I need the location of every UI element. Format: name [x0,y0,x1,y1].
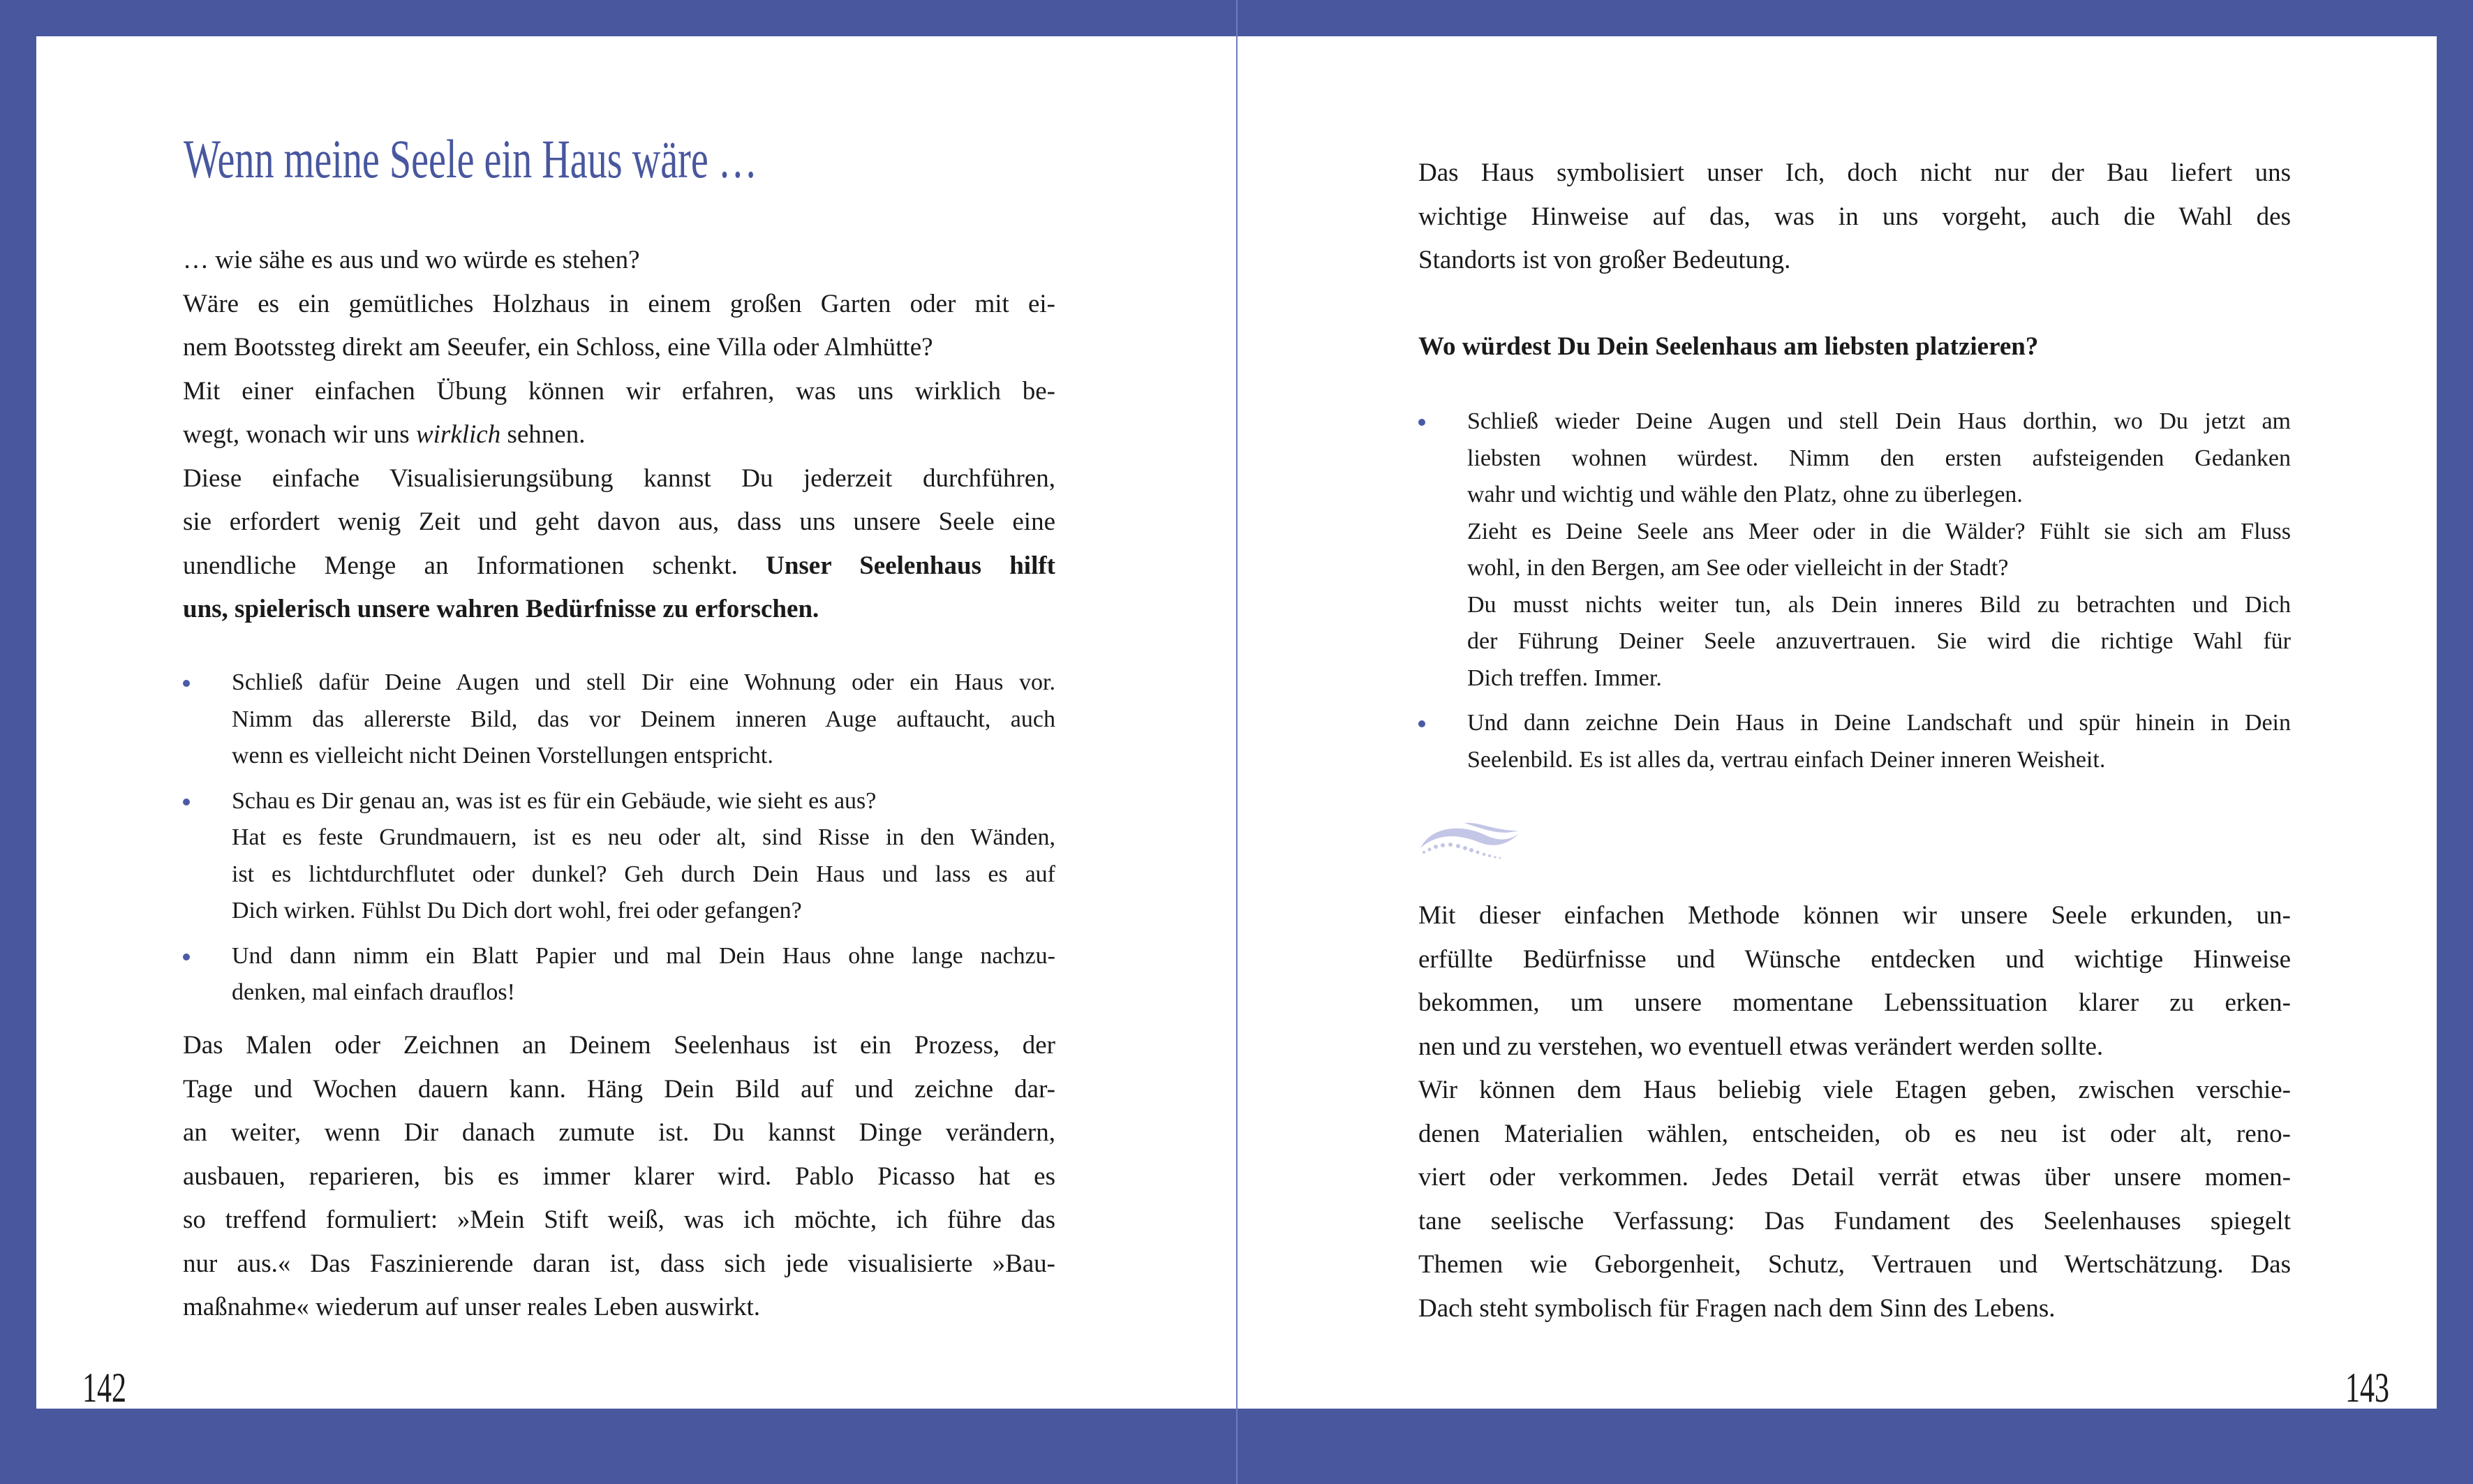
list-item [1418,705,2291,778]
left-closing [183,1024,1055,1330]
list-line: Dich treffen. Immer. [1467,665,1662,691]
body-line: Wir können dem Haus beliebig viele Etagen geben, zwischen verschie- [1418,1076,2291,1104]
left-intro [183,239,1055,632]
list-line: wahr und wichtig und wähle den Platz, ohne zu überlegen. [1467,482,2023,507]
body-line: viert oder verkommen. Jedes Detail verrät etwas über unsere momen- [1418,1163,2291,1192]
page-number-left: 142 [82,1365,126,1411]
list-line: Und dann nimm ein Blatt Papier und mal Dein Haus ohne lange nachzu- [232,942,1055,969]
body-line: Das Malen oder Zeichnen an Deinem Seelenhaus ist ein Prozess, der [183,1031,1055,1060]
text-run: unendliche Menge an Informationen schenkt. [183,551,766,580]
text-run: wegt, wonach wir uns [183,420,416,449]
body-line: erfüllte Bedürfnisse und Wünsche entdecken und wichtige Hinweise [1418,944,2291,974]
intro-line: Wäre es ein gemütliches Holzhaus in einem großen Garten oder mit ei- [183,289,1055,318]
list-line: Zieht es Deine Seele ans Meer oder in die Wälder? Fühlt sie sich am Fluss [1467,518,2291,544]
list-line: Seelenbild. Es ist alles da, vertrau einfach Deiner inneren Weisheit. [1467,746,2106,773]
intro-line: sie erfordert wenig Zeit und geht davon aus, dass uns unsere Seele eine [183,507,1055,536]
book-gutter [1236,0,1238,1484]
bold-text: uns, spielerisch unsere wahren Bedürfnisse zu erforschen. [183,595,819,623]
body-line: nen und zu verstehen, wo eventuell etwas verändert werden sollte. [1418,1032,2104,1061]
list-line: Dich wirken. Fühlst Du Dich dort wohl, frei oder gefangen? [232,898,802,923]
list-line: Du musst nichts weiter tun, als Dein inneres Bild zu betrachten und Dich [1467,591,2291,618]
wave-ornament-icon [1417,820,1522,862]
list-line: der Führung Deiner Seele anzuvertrauen. Sie wird die richtige Wahl für [1467,628,2291,654]
list-item [1418,403,2291,697]
list-line: denken, mal einfach drauflos! [232,979,515,1005]
list-line: Schließ dafür Deine Augen und stell Dir eine Wohnung oder ein Haus vor. [232,669,1055,695]
left-bullet-list [183,665,1055,1020]
list-line: ist es lichtdurchflutet oder dunkel? Geh durch Dein Haus und lass es auf [232,861,1055,887]
bullet-icon [183,680,190,687]
body-line: an weiter, wenn Dir danach zumute ist. Du kannst Dinge verändern, [183,1118,1055,1147]
intro-line: nem Bootssteg direkt am Seeufer, ein Schloss, eine Villa oder Almhütte? [183,333,933,362]
emphasis-text: wirklich [415,420,501,449]
body-line: Standorts ist von großer Bedeutung. [1418,246,1791,274]
list-item [183,938,1055,1011]
intro-line: … wie sähe es aus und wo würde es stehen? [183,246,640,274]
list-line: Und dann zeichne Dein Haus in Deine Landschaft und spür hinein in Dein [1467,710,2291,736]
body-line: nur aus.« Das Faszinierende daran ist, dass sich jede visualisierte »Bau- [183,1249,1055,1278]
body-line: wichtige Hinweise auf das, was in uns vorgeht, auch die Wahl des [1418,202,2291,231]
right-closing [1418,894,2291,1330]
page-number-right: 143 [2345,1365,2389,1411]
body-line: Das Haus symbolisiert unser Ich, doch nicht nur der Bau liefert uns [1418,158,2291,187]
text-run: sehnen. [500,420,586,449]
list-line: Nimm das allererste Bild, das vor Deinem inneren Auge auftaucht, auch [232,706,1055,732]
bullet-icon [183,954,190,960]
bold-text: Unser Seelenhaus hilft [766,551,1055,580]
intro-line [183,413,1055,457]
intro-line: Diese einfache Visualisierungsübung kannst Du jederzeit durchführen, [183,463,1055,493]
body-line: Dach steht symbolisch für Fragen nach dem Sinn des Lebens. [1418,1293,2056,1323]
list-line: wenn es vielleicht nicht Deinen Vorstellungen entspricht. [232,743,773,769]
bullet-icon [1418,720,1425,727]
list-line: Schau es Dir genau an, was ist es für ein Gebäude, wie sieht es aus? [232,787,877,814]
list-line: Schließ wieder Deine Augen und stell Dein Haus dorthin, wo Du jetzt am [1467,408,2291,434]
list-item [183,783,1055,930]
list-item [183,665,1055,775]
body-line: denen Materialien wählen, entscheiden, ob es neu ist oder alt, reno- [1418,1119,2291,1148]
body-line: tane seelische Verfassung: Das Fundament des Seelenhauses spiegelt [1418,1206,2291,1236]
body-line: maßnahme« wiederum auf unser reales Leben auswirkt. [183,1293,761,1321]
chapter-title: Wenn meine Seele ein Haus wäre … [184,128,757,189]
right-intro [1418,151,2291,283]
body-line: so treffend formuliert: »Mein Stift weiß, was ich möchte, ich führe das [183,1205,1055,1234]
list-line: liebsten wohnen würdest. Nimm den ersten aufsteigenden Gedanken [1467,445,2291,471]
list-line: Hat es feste Grundmauern, ist es neu oder alt, sind Risse in den Wänden, [232,824,1055,850]
body-line: Themen wie Geborgenheit, Schutz, Vertrauen und Wertschätzung. Das [1418,1250,2291,1279]
body-line: ausbauen, reparieren, bis es immer klarer wird. Pablo Picasso hat es [183,1162,1055,1191]
bullet-icon [1418,419,1425,426]
intro-line: Mit einer einfachen Übung können wir erfahren, was uns wirklich be- [183,376,1055,406]
body-line: bekommen, um unsere momentane Lebenssituation klarer zu erken- [1418,988,2291,1017]
body-line: Tage und Wochen dauern kann. Häng Dein Bild auf und zeichne dar- [183,1074,1055,1104]
section-subheading: Wo würdest Du Dein Seelenhaus am liebsten platzieren? [1418,332,2039,361]
intro-line [183,544,1055,588]
list-line: wohl, in den Bergen, am See oder vielleicht in der Stadt? [1467,555,2009,581]
bullet-icon [183,799,190,806]
right-bullet-list [1418,403,2291,787]
body-line: Mit dieser einfachen Methode können wir unsere Seele erkunden, un- [1418,901,2291,930]
